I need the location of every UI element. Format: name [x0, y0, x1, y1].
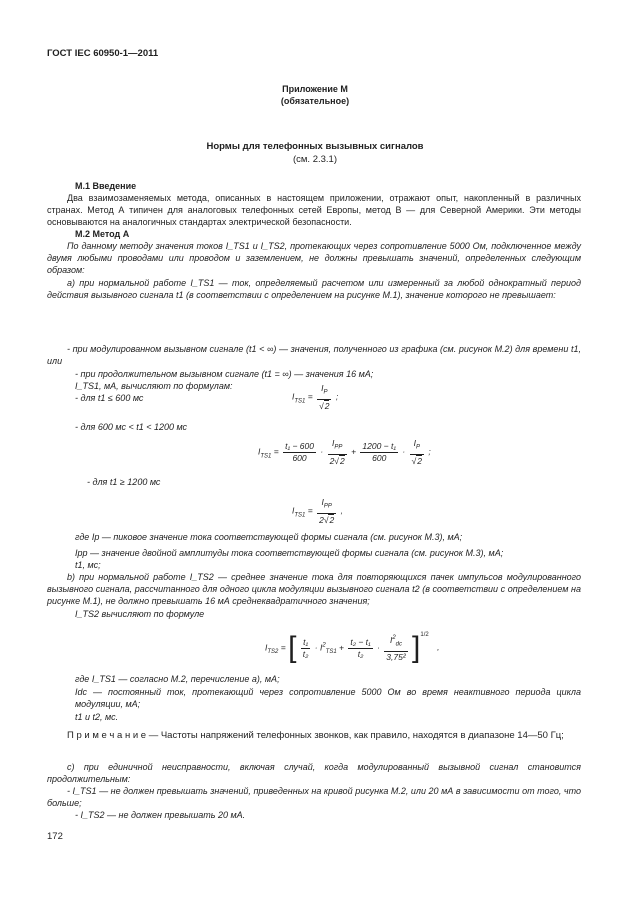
m2-item-b: b) при нормальной работе I_TS2 — среднее значение тока для повторяющихся пачек импульсов модулированного вызывного сигнала, рассчитанного для одного цикла модуляции вызывного сигнала t2 (в соответствии с определением на рисунке М.1), не должно превышать 16 мА среднеквадратичного значения;: [47, 572, 581, 607]
where2-t: t1 и t2, мс.: [75, 712, 119, 722]
formula-2: $I_{TS1}$ = $\frac{\text{t₁ − 600}}{600}$ · $\frac{I_{PP}}{2√2}$ + $\frac{\text{1200 − t₁}}{600}$ · $\frac{I_P}{√2}$ ;: [258, 438, 431, 466]
m2-item-a3: I_TS1, мА, вычисляют по формулам:: [75, 381, 233, 391]
page-number: 172: [47, 831, 63, 842]
m1-heading: М.1 Введение: [75, 181, 137, 191]
where2-its1: где I_TS1 — согласно М.2, перечисление а), мА;: [75, 674, 280, 684]
m2-item-a: а) при нормальной работе I_TS1 — ток, определяемый расчетом или измеренный за любой однократный период действия вызывного сигнала t1 (в соответствии с определением на рисунке М.1), значение которого не превышает:: [47, 278, 581, 301]
m2-item-c1: - I_TS1 — не должен превышать значений, приведенных на кривой рисунка М.2, или 20 мА в зависимости от того, что больше;: [47, 786, 581, 809]
where-ip: где Ip — пиковое значение тока соответствующей формы сигнала (см. рисунок М.3), мА;: [75, 532, 463, 542]
m2-item-a2: - при продолжительном вызывном сигнале (t1 = ∞) — значения 16 мА;: [75, 369, 374, 379]
annex-subtitle: (обязательное): [280, 96, 350, 106]
note: П р и м е ч а н и е — Частоты напряжений телефонных звонков, как правило, находятся в диапазоне 14—50 Гц;: [67, 730, 564, 741]
m2-case1: - для t1 ≤ 600 мс: [75, 393, 144, 403]
section-ref: (см. 2.3.1): [292, 154, 338, 165]
m2-intro: По данному методу значения токов I_TS1 и I_TS2, протекающих через сопротивление 5000 Ом, подключенное между двумя любыми проводами или проводом и заземлением, не должны превышать значений, определенных следующим образом:: [47, 241, 581, 276]
m1-text: Два взаимозаменяемых метода, описанных в настоящем приложении, отражают опыт, накопленный в различных странах. Метод А типичен для аналоговых телефонных сетей Европы, метод В — для Северной Америки. Эти методы основываются на аналогичных стандартах электрической безопасности.: [47, 193, 581, 228]
m2-case2: - для 600 мс < t1 < 1200 мс: [75, 422, 188, 432]
m2-item-a1: - при модулированном вызывном сигнале (t1 < ∞) — значения, полученного из графика (см. рисунок М.2) для времени t1, или: [47, 344, 581, 367]
where2-idc: Idc — постоянный ток, протекающий через сопротивление 5000 Ом во время неактивного периода цикла модуляции, мА;: [75, 687, 581, 710]
m2-heading: М.2 Метод А: [75, 229, 130, 239]
document-header: ГОСТ IEC 60950-1—2011: [47, 48, 159, 59]
m2-item-b1: I_TS2 вычисляют по формуле: [75, 609, 205, 619]
formula-3: $I_{TS1}$ = $\frac{I_{PP}}{2√2}$ ,: [292, 497, 343, 525]
where-ipp: Ipp — значение двойной амплитуды тока соответствующей формы сигнала (см. рисунок М.3), мА;: [75, 548, 504, 558]
formula-1: $I_{TS1}$ = $\frac{I_P}{√2}$ ;: [292, 383, 339, 411]
annex-title: Приложение М: [282, 84, 348, 94]
m2-item-c2: - I_TS2 — не должен превышать 20 мА.: [75, 810, 246, 820]
m2-case3: - для t1 ≥ 1200 мс: [87, 477, 161, 487]
m2-item-c: с) при единичной неисправности, включая случай, когда модулированный вызывной сигнал становится продолжительным:: [47, 762, 581, 785]
formula-4: $I_{TS2}$ = [ $\frac{\text{t₁}}{\text{t₂}}$ · $I^2_{TS1}$ + $\frac{\text{t₂ − t₁}}{\text{t₂}}$ · $\frac{I^2_{dc}}{\text{3,75²}}$ ]$^{1/2}$ ,: [265, 631, 440, 664]
where-t1: t1, мс;: [75, 560, 101, 570]
section-title: Нормы для телефонных вызывных сигналов: [206, 141, 424, 152]
